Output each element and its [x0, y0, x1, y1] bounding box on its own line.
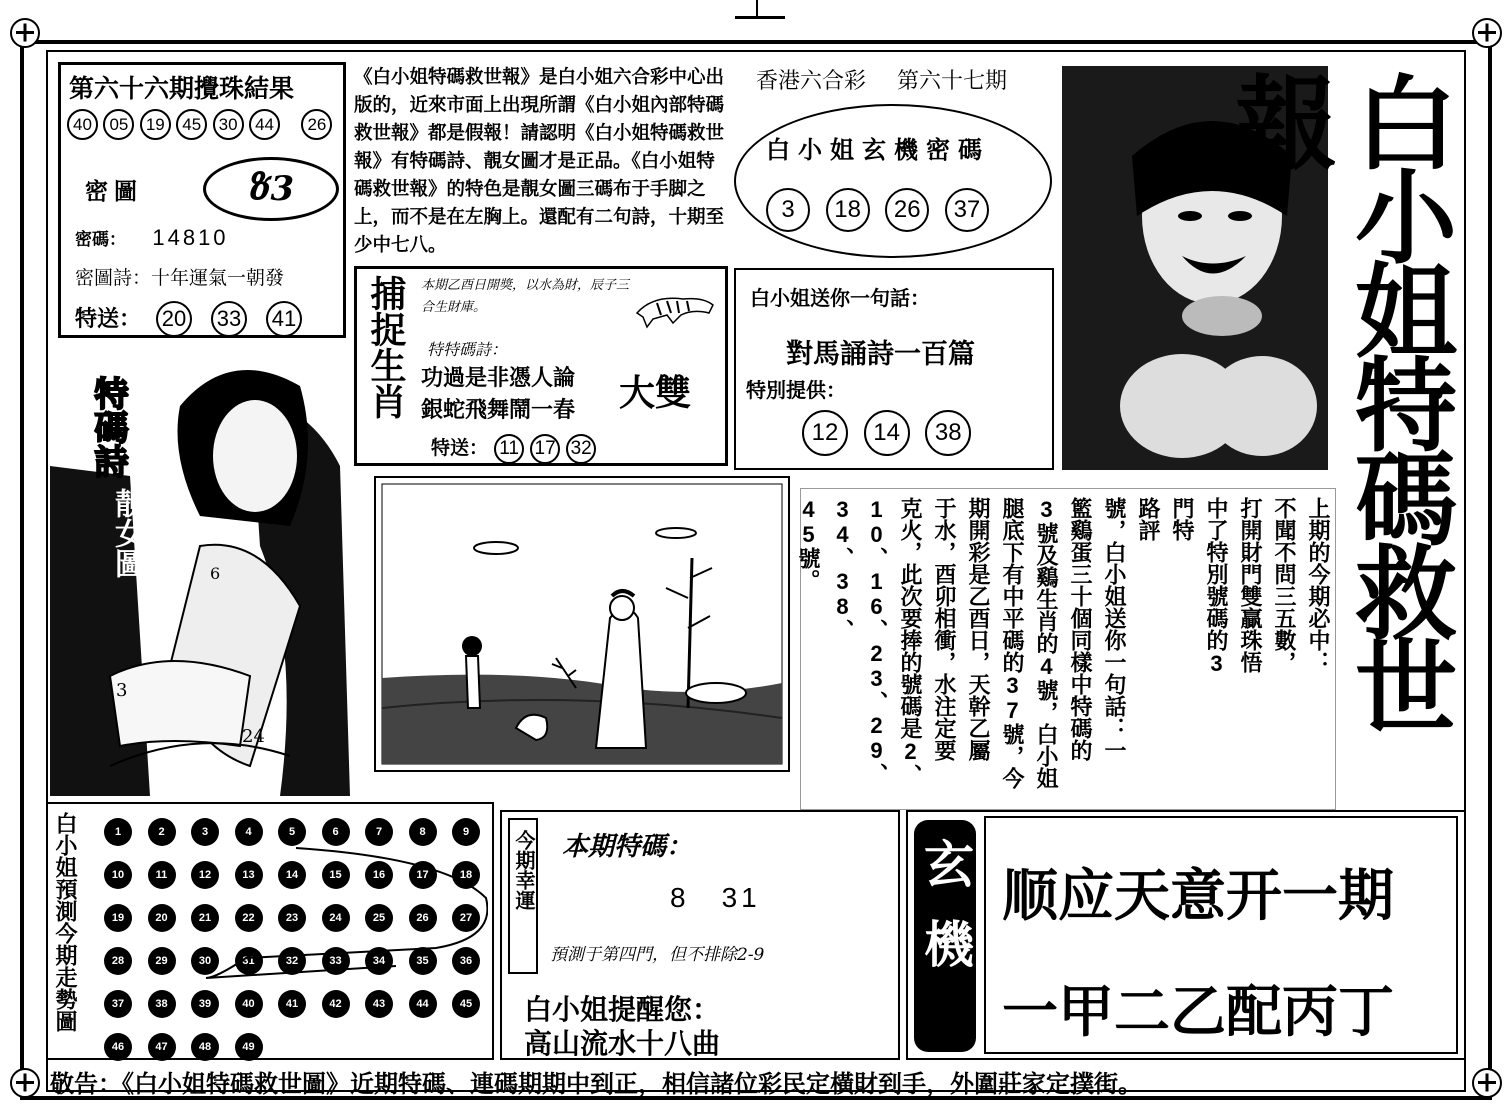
review-line: 中了特別號碼的3 [1204, 497, 1229, 676]
grid-number: 6 [322, 818, 350, 846]
grid-number: 4 [235, 818, 263, 846]
saying-ball: 12 [802, 410, 848, 456]
grid-number: 34 [365, 947, 393, 975]
zodiac-gift-ball: 32 [566, 434, 596, 464]
grid-number: 3 [191, 818, 219, 846]
result-ball: 05 [103, 109, 134, 140]
grid-number: 9 [452, 818, 480, 846]
grid-number: 18 [452, 861, 480, 889]
review-line: 不聞不問三五數， [1272, 497, 1297, 673]
grid-number: 31 [235, 947, 263, 975]
lucky-note: 預測于第四門，但不排除2-9 [550, 945, 765, 965]
review-line: 腿底下有中平碼的37號，今 [1000, 497, 1025, 789]
saying-ball: 14 [864, 410, 910, 456]
grid-number: 39 [191, 990, 219, 1018]
grid-number: 17 [409, 861, 437, 889]
side-poem-sub: 靚女圖 [109, 488, 144, 578]
grid-number: 10 [104, 861, 132, 889]
tiger-image [633, 283, 717, 329]
code-label: 密碼： [75, 230, 126, 250]
grid-number: 45 [452, 990, 480, 1018]
grid-number: 37 [104, 990, 132, 1018]
result-ball: 45 [176, 109, 207, 140]
result-ball: 44 [249, 109, 280, 140]
zodiac-title: 捕捉生肖 [366, 275, 407, 419]
grid-number: 24 [322, 904, 350, 932]
grid-number: 23 [278, 904, 306, 932]
poem-row [75, 263, 284, 290]
result-balls [67, 109, 332, 140]
top-tick [756, 0, 758, 16]
top-rule [735, 16, 785, 19]
zodiac-gift-row [431, 433, 596, 464]
grid-number: 21 [191, 904, 219, 932]
zodiac-poem-line2: 銀蛇飛舞鬧一春 [421, 397, 576, 422]
gift-ball: 20 [156, 301, 192, 337]
remind-title: 白小姐提醒您： [524, 994, 721, 1025]
mystic-ball: 37 [945, 188, 989, 232]
review-line: 上期的今期必中： [1306, 497, 1331, 673]
zodiac-gift-label: 特送： [431, 437, 489, 459]
tip-text-box [984, 816, 1458, 1054]
screw-icon [10, 18, 40, 48]
grid-number: 32 [278, 947, 306, 975]
scholar-painting-image [376, 478, 788, 770]
gift-label: 特送： [75, 306, 142, 332]
review-line: 號，白小姐送你一句話：一 [1102, 497, 1127, 761]
mystic-numbers [766, 188, 989, 232]
gift-row [75, 301, 302, 337]
review-line: 45號。 [796, 497, 821, 591]
side-poem-label: 特碼詩 [89, 376, 127, 478]
grid-number: 20 [148, 904, 176, 932]
zodiac-gift-ball: 17 [530, 434, 560, 464]
grid-number: 5 [278, 818, 306, 846]
grid-number: 12 [191, 861, 219, 889]
grid-number: 29 [148, 947, 176, 975]
saying-panel [734, 268, 1054, 470]
review-line: 于水，酉卯相衝，水注定要 [932, 497, 957, 761]
grid-number: 46 [104, 1033, 132, 1061]
predict-label: 白小姐預測今期走勢圖 [52, 812, 78, 1032]
saying-ball: 38 [925, 410, 971, 456]
result-ball: 19 [140, 109, 171, 140]
result-ball: 40 [67, 109, 98, 140]
footer-text: 敬告：《白小姐特碼救世圖》近期特碼、連碼期期中到正，相信諸位彩民定橫財到手，外圍莊家定撲街。 [50, 1069, 1142, 1098]
tip-line1: 顺应天意开一期 [1002, 864, 1394, 927]
grid-number: 26 [409, 904, 437, 932]
grid-number: 35 [409, 947, 437, 975]
screw-icon [1472, 18, 1502, 48]
review-line: 3號及鷄生肖的4號，白小姐 [1034, 497, 1059, 789]
grid-number: 14 [278, 861, 306, 889]
mystic-oval [734, 104, 1052, 258]
grid-number: 16 [365, 861, 393, 889]
grid-number: 41 [278, 990, 306, 1018]
grid-number: 8 [409, 818, 437, 846]
poem-value: 十年運氣一朝發 [151, 267, 285, 289]
screw-icon [10, 1068, 40, 1098]
saying-numbers [802, 410, 971, 456]
grid-number: 30 [191, 947, 219, 975]
lucky-title: 本期特碼： [562, 832, 693, 862]
grid-number: 15 [322, 861, 350, 889]
lucky-label: 今期幸運 [512, 830, 536, 910]
zodiac-answer: 大雙 [619, 372, 692, 413]
grid-number: 7 [365, 818, 393, 846]
tip-badge [914, 820, 976, 1052]
grid-number: 44 [409, 990, 437, 1018]
code-value: 14810 [152, 225, 229, 250]
last-result-title: 第六十六期攪珠結果 [69, 74, 295, 103]
remind-text: 高山流水十八曲 [524, 1028, 721, 1059]
mystic-header [756, 64, 1007, 95]
result-ball: 30 [213, 109, 244, 140]
review-panel [796, 488, 1336, 810]
mystic-header-right: 第六十七期 [897, 69, 1008, 94]
zodiac-note: 本期乙酉日開獎，以水為財，辰子三合生財庫。 [421, 278, 630, 315]
grid-number: 25 [365, 904, 393, 932]
review-text [791, 497, 1335, 803]
intro-text: 《白小姐特碼救世報》是白小姐六合彩中心出版的，近來市面上出現所謂《白小姐內部特碼救世報》都是假報！請認明《白小姐特碼救世報》有特碼詩、靚女圖才是正品。《白小姐特碼救世報》的特色是靚女圖三碼布于手脚之上，而不是在左胸上。還配有二句詩，十期至少中七八。 [354, 67, 724, 256]
mystic-ball: 3 [766, 188, 810, 232]
side-photo [50, 346, 350, 798]
grid-number: 49 [235, 1033, 263, 1061]
zodiac-gift-ball: 11 [494, 434, 524, 464]
lucky-panel [500, 810, 900, 1060]
poem-label: 密圖詩： [75, 267, 152, 289]
zodiac-poem-line1: 功過是非憑人論 [421, 365, 576, 390]
grid-number: 40 [235, 990, 263, 1018]
grid-number: 43 [365, 990, 393, 1018]
secret-image: ზ3 [203, 157, 339, 221]
saying-offer-label: 特別提供： [746, 378, 846, 402]
grid-number: 33 [322, 947, 350, 975]
last-result-panel [58, 62, 346, 338]
gift-ball: 33 [211, 301, 247, 337]
grid-number: 2 [148, 818, 176, 846]
review-line: 10、16、23、29、34、38、 [830, 497, 889, 785]
page-title: 白小姐特碼救世報 [1218, 70, 1458, 728]
grid-number: 38 [148, 990, 176, 1018]
mystic-title: 白小姐玄機密碼 [766, 135, 990, 164]
hand-number: 24 [242, 726, 265, 747]
grid-number: 1 [104, 818, 132, 846]
review-line: 門特 [1170, 497, 1195, 541]
code-row [75, 225, 229, 251]
grid-number: 28 [104, 947, 132, 975]
mystic-ball: 18 [826, 188, 870, 232]
zodiac-poem-label: 特特碼詩： [427, 340, 508, 359]
review-line: 路評 [1136, 497, 1161, 541]
tip-panel [906, 810, 1466, 1060]
predict-panel [46, 802, 494, 1060]
review-line: 籃鷄蛋三十個同樣中特碼的 [1068, 497, 1093, 761]
gift-ball: 41 [266, 301, 302, 337]
hand-number: 6 [210, 564, 221, 583]
mystic-ball: 26 [885, 188, 929, 232]
saying-title: 白小姐送你一句話： [750, 286, 930, 310]
screw-icon [1472, 1068, 1502, 1098]
grid-number: 47 [148, 1033, 176, 1061]
lucky-label-box [508, 818, 538, 974]
grid-number: 11 [148, 861, 176, 889]
mystic-header-left: 香港六合彩 [756, 69, 867, 94]
review-line: 克火，此次要捧的號碼是2、 [898, 497, 923, 786]
review-line: 打開財門雙贏珠悟 [1238, 497, 1263, 673]
saying-text: 對馬誦詩一百篇 [786, 339, 975, 370]
grid-number: 42 [322, 990, 350, 1018]
grid-number: 27 [452, 904, 480, 932]
zodiac-panel [354, 266, 728, 466]
grid-number: 36 [452, 947, 480, 975]
tip-badge-text: 玄機 [917, 838, 973, 998]
center-painting [374, 476, 790, 772]
special-ball: 26 [301, 109, 332, 140]
lucky-numbers: 8 31 [670, 882, 761, 913]
trend-line [96, 818, 488, 1050]
review-line: 期開彩是乙酉日，天幹乙屬 [966, 497, 991, 761]
grid-number: 19 [104, 904, 132, 932]
grid-number: 13 [235, 861, 263, 889]
grid-number: 22 [235, 904, 263, 932]
tip-line2: 一甲二乙配丙丁 [1002, 980, 1394, 1043]
secret-label: 密圖 [85, 178, 143, 205]
hand-number: 3 [116, 680, 128, 701]
grid-number: 48 [191, 1033, 219, 1061]
